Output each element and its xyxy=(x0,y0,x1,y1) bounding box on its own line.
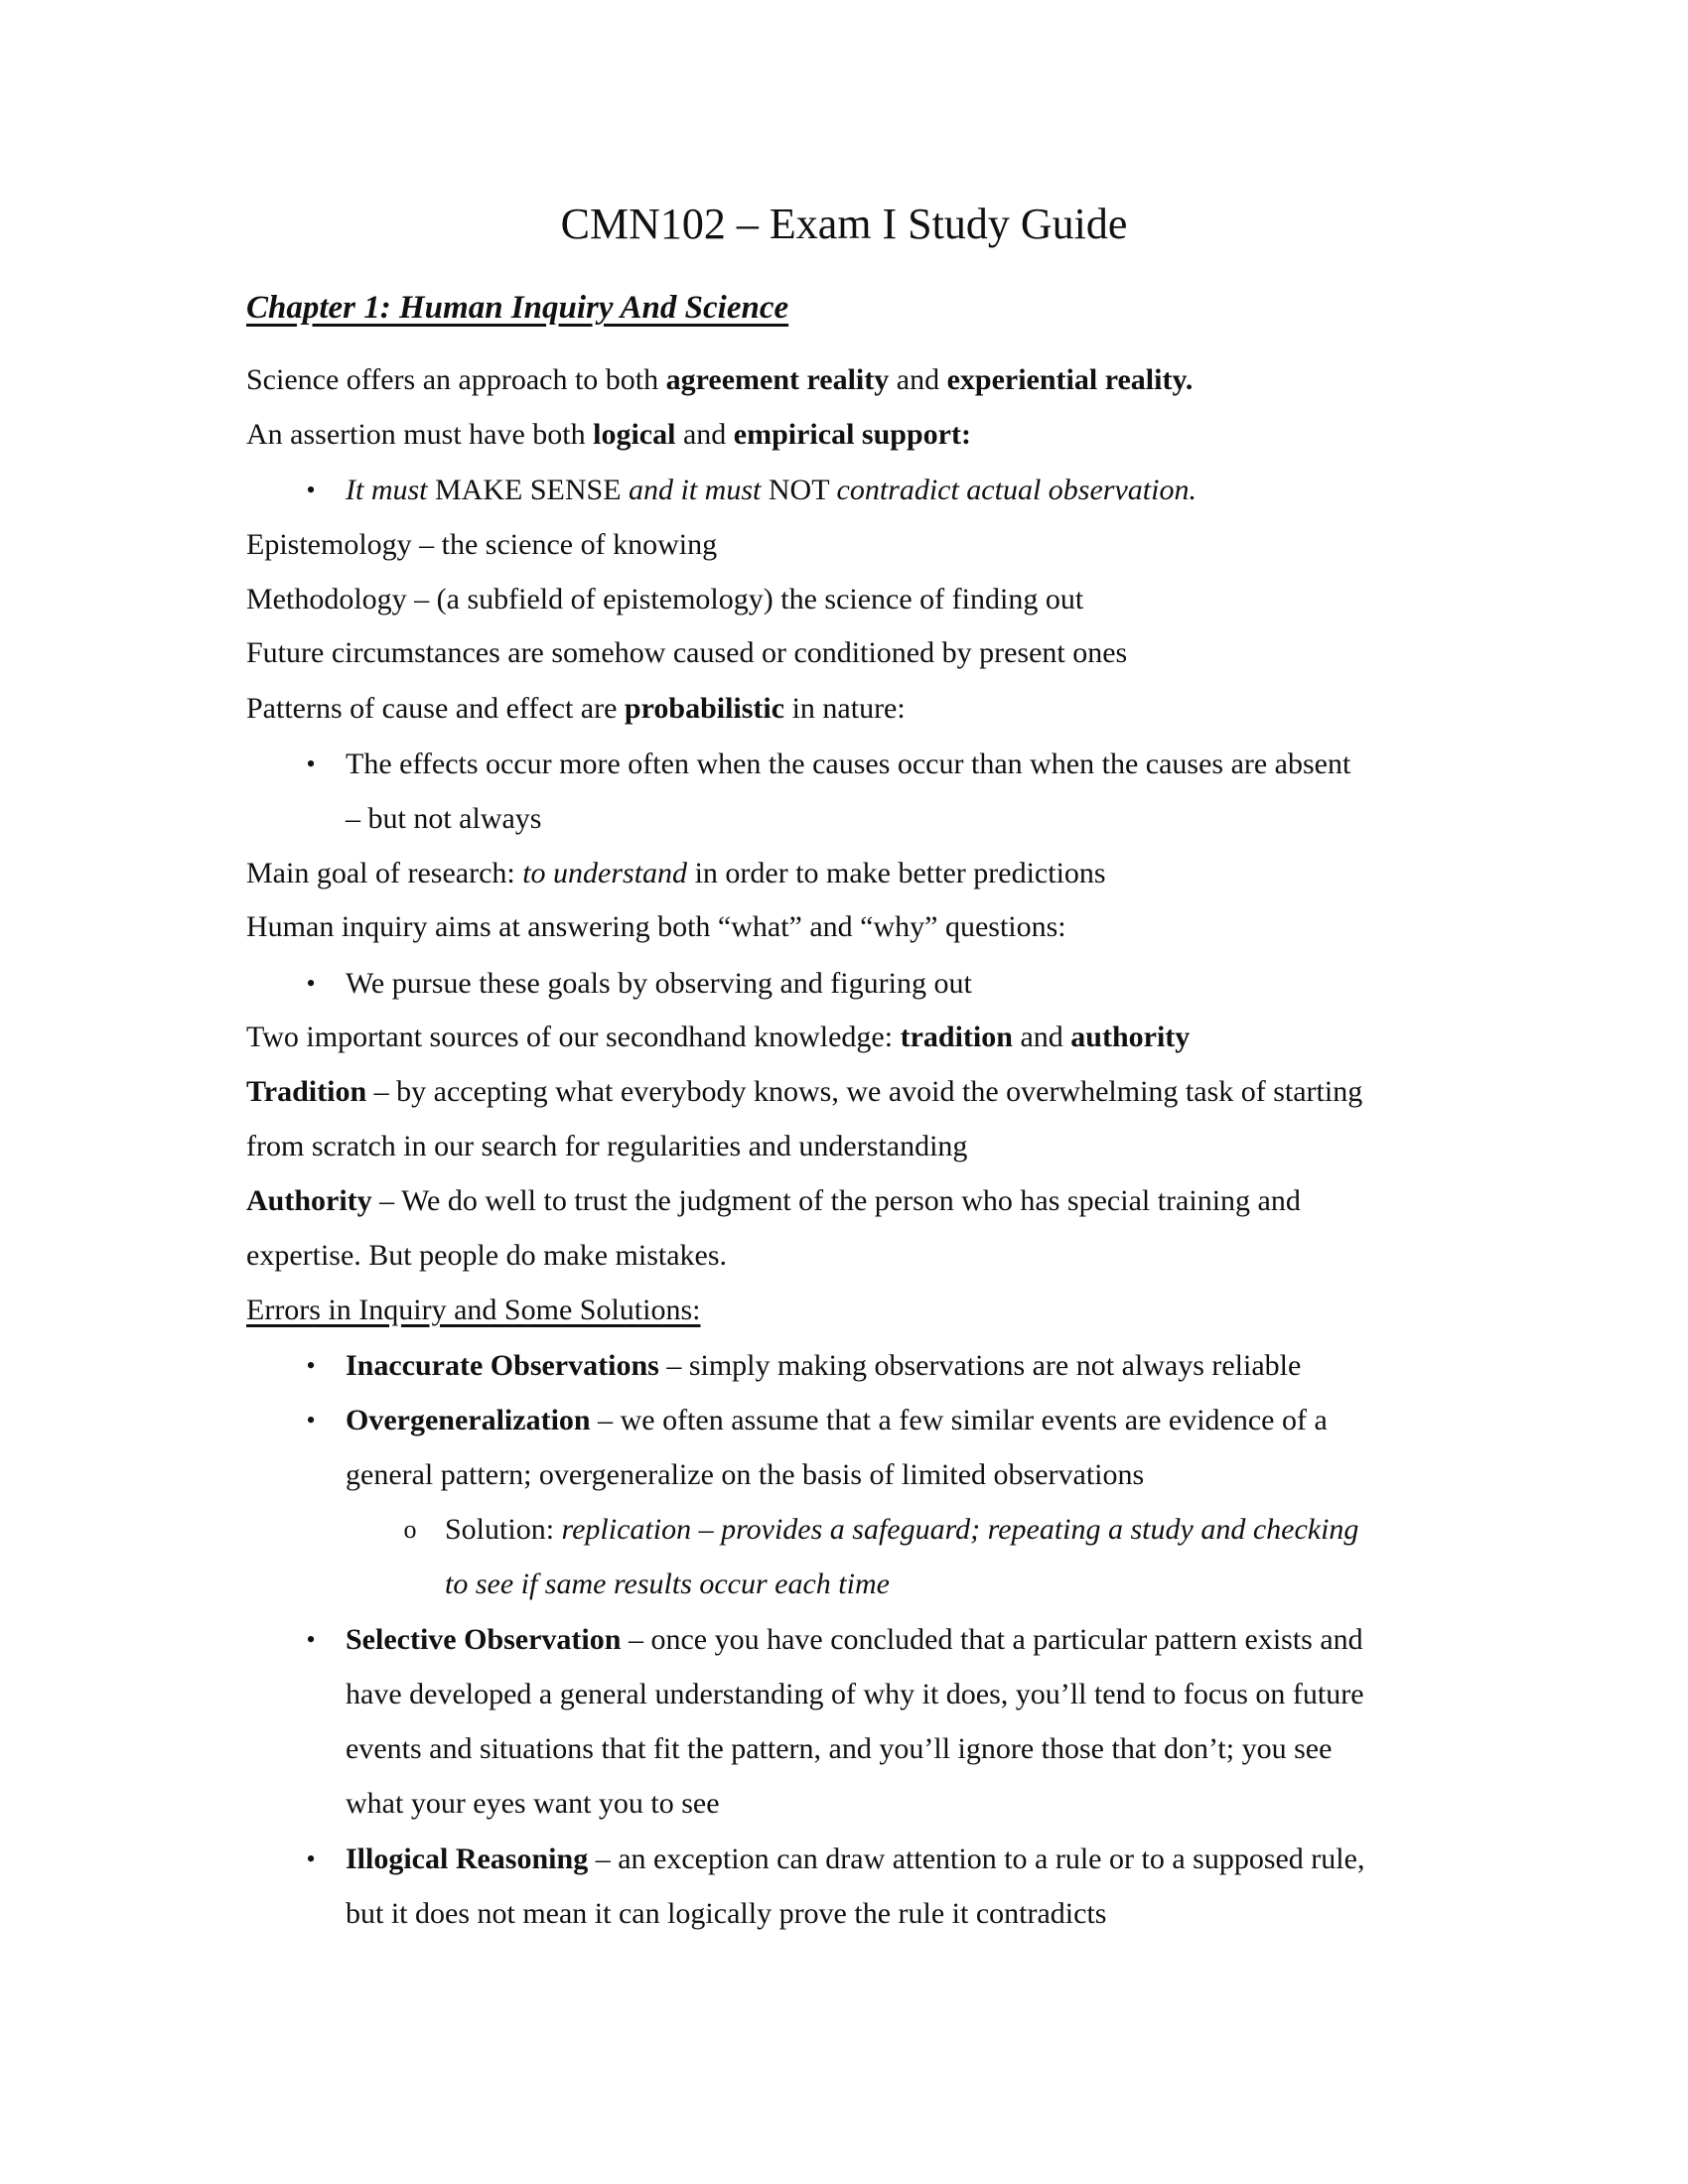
text-run: – simply making observations are not always reliable xyxy=(658,1349,1302,1382)
bullet-icon: • xyxy=(306,1406,316,1434)
term-to-understand: to understand xyxy=(522,857,688,889)
text-run: – once you have concluded that a particular pattern exists and xyxy=(621,1623,1363,1656)
bullet-icon: • xyxy=(306,1844,316,1873)
paragraph-future-circumstances: Future circumstances are somehow caused or conditioned by present ones xyxy=(246,636,1128,669)
paragraph-probabilistic xyxy=(246,689,1458,729)
text-run: – we often assume that a few similar events are evidence of a xyxy=(590,1404,1328,1436)
text-run: Patterns of cause and effect are xyxy=(246,692,625,725)
paragraph-authority-line-2: expertise. But people do make mistakes. xyxy=(246,1239,728,1272)
error-illogical-reasoning-line-1 xyxy=(346,1840,1438,1879)
text-run: MAKE SENSE xyxy=(427,474,630,506)
term-probabilistic: probabilistic xyxy=(624,692,785,725)
term-illogical-reasoning: Illogical Reasoning xyxy=(346,1843,589,1875)
text-run: Solution: xyxy=(445,1513,562,1546)
chapter-heading: Chapter 1: Human Inquiry And Science xyxy=(246,290,789,326)
term-authority: Authority xyxy=(246,1184,372,1217)
error-overgeneralization-line-1 xyxy=(346,1401,1438,1440)
term-tradition: tradition xyxy=(900,1021,1013,1053)
text-run: NOT xyxy=(761,474,837,506)
paragraph-main-goal xyxy=(246,854,1458,893)
bullet-icon: • xyxy=(306,969,316,998)
text-run: – We do well to trust the judgment of the person who has special training and xyxy=(371,1184,1301,1217)
text-run: It must xyxy=(346,474,428,506)
solution-replication-line-2: to see if same results occur each time xyxy=(445,1568,890,1600)
text-run: – an exception can draw attention to a rule or to a supposed rule, xyxy=(588,1843,1365,1875)
text-run: and xyxy=(675,418,734,451)
paragraph-secondhand-knowledge xyxy=(246,1018,1458,1057)
paragraph-assertion-support xyxy=(246,415,1458,455)
text-run: and it must xyxy=(629,474,762,506)
term-experiential-reality: experiential reality. xyxy=(946,363,1194,396)
bullet-make-sense xyxy=(346,471,1438,510)
text-run: replication – provides a safeguard; repeating a study and checking xyxy=(561,1513,1359,1546)
text-run: and xyxy=(889,363,947,396)
error-overgeneralization-line-2: general pattern; overgeneralize on the basis of limited observations xyxy=(346,1458,1145,1491)
solution-replication-line-1 xyxy=(445,1510,1438,1550)
error-illogical-reasoning-line-2: but it does not mean it can logically prove the rule it contradicts xyxy=(346,1897,1107,1930)
error-selective-observation-line-4: what your eyes want you to see xyxy=(346,1787,720,1820)
text-run: Science offers an approach to both xyxy=(246,363,666,396)
term-empirical-support: empirical support: xyxy=(733,418,971,451)
text-run: in nature: xyxy=(784,692,906,725)
paragraph-science-approach xyxy=(246,360,1458,400)
error-selective-observation-line-3: events and situations that fit the pattern, and you’ll ignore those that don’t; you see xyxy=(346,1732,1333,1765)
bullet-icon: • xyxy=(306,1625,316,1654)
bullet-effects-line-1: The effects occur more often when the causes occur than when the causes are absent xyxy=(346,748,1351,780)
errors-heading: Errors in Inquiry and Some Solutions: xyxy=(246,1294,701,1326)
bullet-icon: • xyxy=(306,750,316,778)
text-run: Two important sources of our secondhand knowledge: xyxy=(246,1021,901,1053)
term-inaccurate-observations: Inaccurate Observations xyxy=(346,1349,659,1382)
term-logical: logical xyxy=(593,418,676,451)
text-run: contradict actual observation. xyxy=(836,474,1196,506)
circle-bullet-icon: o xyxy=(403,1515,417,1544)
bullet-icon: • xyxy=(306,1351,316,1380)
paragraph-human-inquiry: Human inquiry aims at answering both “what” and “why” questions: xyxy=(246,910,1066,943)
text-run: An assertion must have both xyxy=(246,418,594,451)
error-inaccurate-observations xyxy=(346,1346,1438,1386)
term-selective-observation: Selective Observation xyxy=(346,1623,622,1656)
error-selective-observation-line-1 xyxy=(346,1620,1438,1660)
paragraph-tradition-line-2: from scratch in our search for regularities and understanding xyxy=(246,1130,968,1162)
paragraph-tradition-line-1 xyxy=(246,1072,1458,1112)
term-tradition: Tradition xyxy=(246,1075,367,1108)
text-run: Main goal of research: xyxy=(246,857,523,889)
bullet-pursue-goals: We pursue these goals by observing and figuring out xyxy=(346,967,972,1000)
bullet-icon: • xyxy=(306,476,316,504)
text-run: and xyxy=(1012,1021,1071,1053)
term-authority: authority xyxy=(1070,1021,1191,1053)
text-run: – by accepting what everybody knows, we avoid the overwhelming task of starting xyxy=(366,1075,1363,1108)
paragraph-epistemology: Epistemology – the science of knowing xyxy=(246,528,718,561)
page-title: CMN102 – Exam I Study Guide xyxy=(560,200,1128,248)
text-run: in order to make better predictions xyxy=(687,857,1106,889)
term-overgeneralization: Overgeneralization xyxy=(346,1404,591,1436)
error-selective-observation-line-2: have developed a general understanding of why it does, you’ll tend to focus on future xyxy=(346,1678,1364,1710)
term-agreement-reality: agreement reality xyxy=(665,363,890,396)
bullet-effects-line-2: – but not always xyxy=(346,802,542,835)
paragraph-methodology: Methodology – (a subfield of epistemology) the science of finding out xyxy=(246,583,1084,615)
paragraph-authority-line-1 xyxy=(246,1181,1458,1221)
